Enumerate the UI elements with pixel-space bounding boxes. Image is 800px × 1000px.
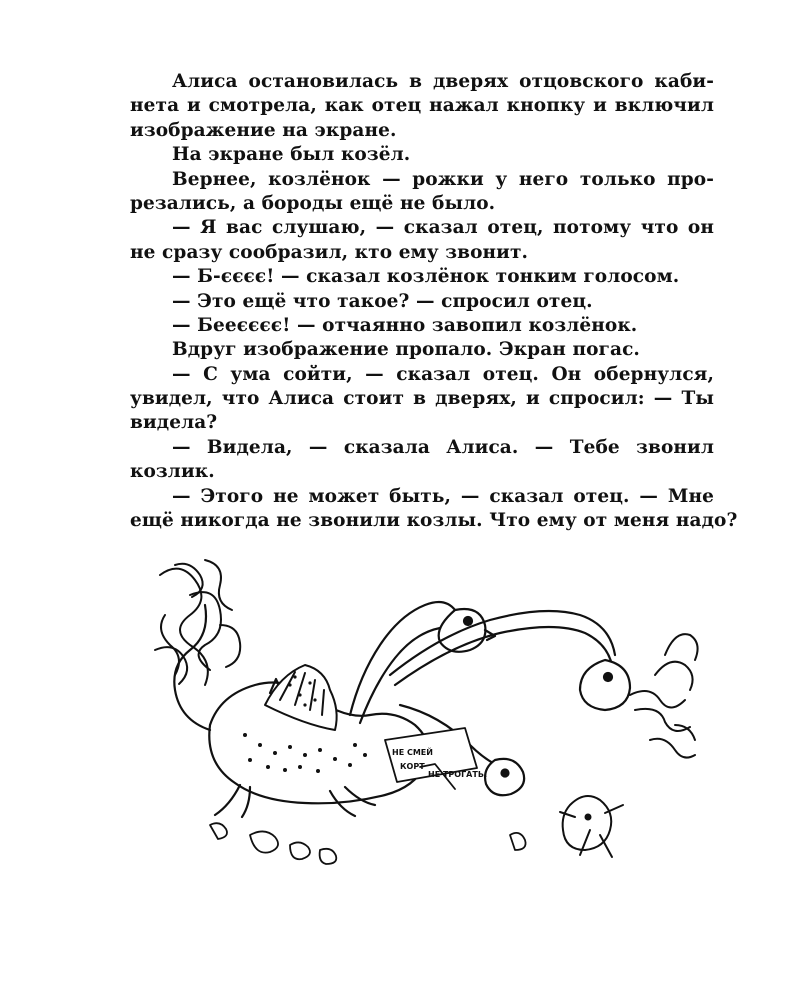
- sign-board: [385, 728, 488, 789]
- text-line: — С ума сойти, — сказал отец. Он обернулся,: [172, 363, 714, 385]
- text-line: резались, а бороды ещё не было.: [130, 192, 496, 214]
- text-line: — Бееєєєє! — отчаянно завопил козлёнок.: [172, 314, 638, 336]
- dragon-head-center: [350, 602, 495, 723]
- text-line: Вдруг изображение пропало. Экран погас.: [172, 339, 640, 361]
- text-line: Вернее, козлёнок — рожки у него только про-: [172, 168, 714, 190]
- dragon-illustration: [150, 555, 710, 880]
- text-line: — Б-єєєє! — сказал козлёнок тонким голосом.: [172, 266, 680, 288]
- smoke-plume-left: [155, 560, 240, 685]
- text-line: козлик.: [130, 461, 215, 483]
- text-line: нета и смотрела, как отец нажал кнопку и включил: [130, 95, 714, 117]
- fire-breath: [630, 634, 698, 757]
- text-line: — Видела, — сказала Алиса. — Тебе звонил: [172, 436, 714, 458]
- sign-text-1: НЕ СМЕЙ: [392, 748, 433, 757]
- text-line: видела?: [130, 412, 218, 434]
- dragon-head-right: [390, 611, 630, 710]
- text-line: — Это ещё что такое? — спросил отец.: [172, 290, 593, 312]
- text-line: На экране был козёл.: [172, 144, 411, 166]
- sign-text-2: КОРТ: [400, 762, 425, 771]
- sign-text-3: НЕ ТРОГАТЬ!: [428, 770, 488, 779]
- text-line: — Этого не может быть, — сказал отец. — Мне: [172, 485, 714, 507]
- text-line: Алиса остановилась в дверях отцовского каби-: [172, 71, 714, 92]
- text-line: изображение на экране.: [130, 119, 397, 141]
- text-line: увидел, что Алиса стоит в дверях, и спросил: — Ты: [130, 388, 714, 410]
- text-line: не сразу сообразил, кто ему звонит.: [130, 241, 529, 263]
- text-line: ещё никогда не звонили козлы. Что ему от меня надо?: [130, 510, 738, 532]
- text-line: — Я вас слушаю, — сказал отец, потому что он: [172, 217, 714, 239]
- ground-debris: [210, 823, 526, 864]
- story-text: [130, 70, 738, 533]
- small-character: [560, 796, 623, 857]
